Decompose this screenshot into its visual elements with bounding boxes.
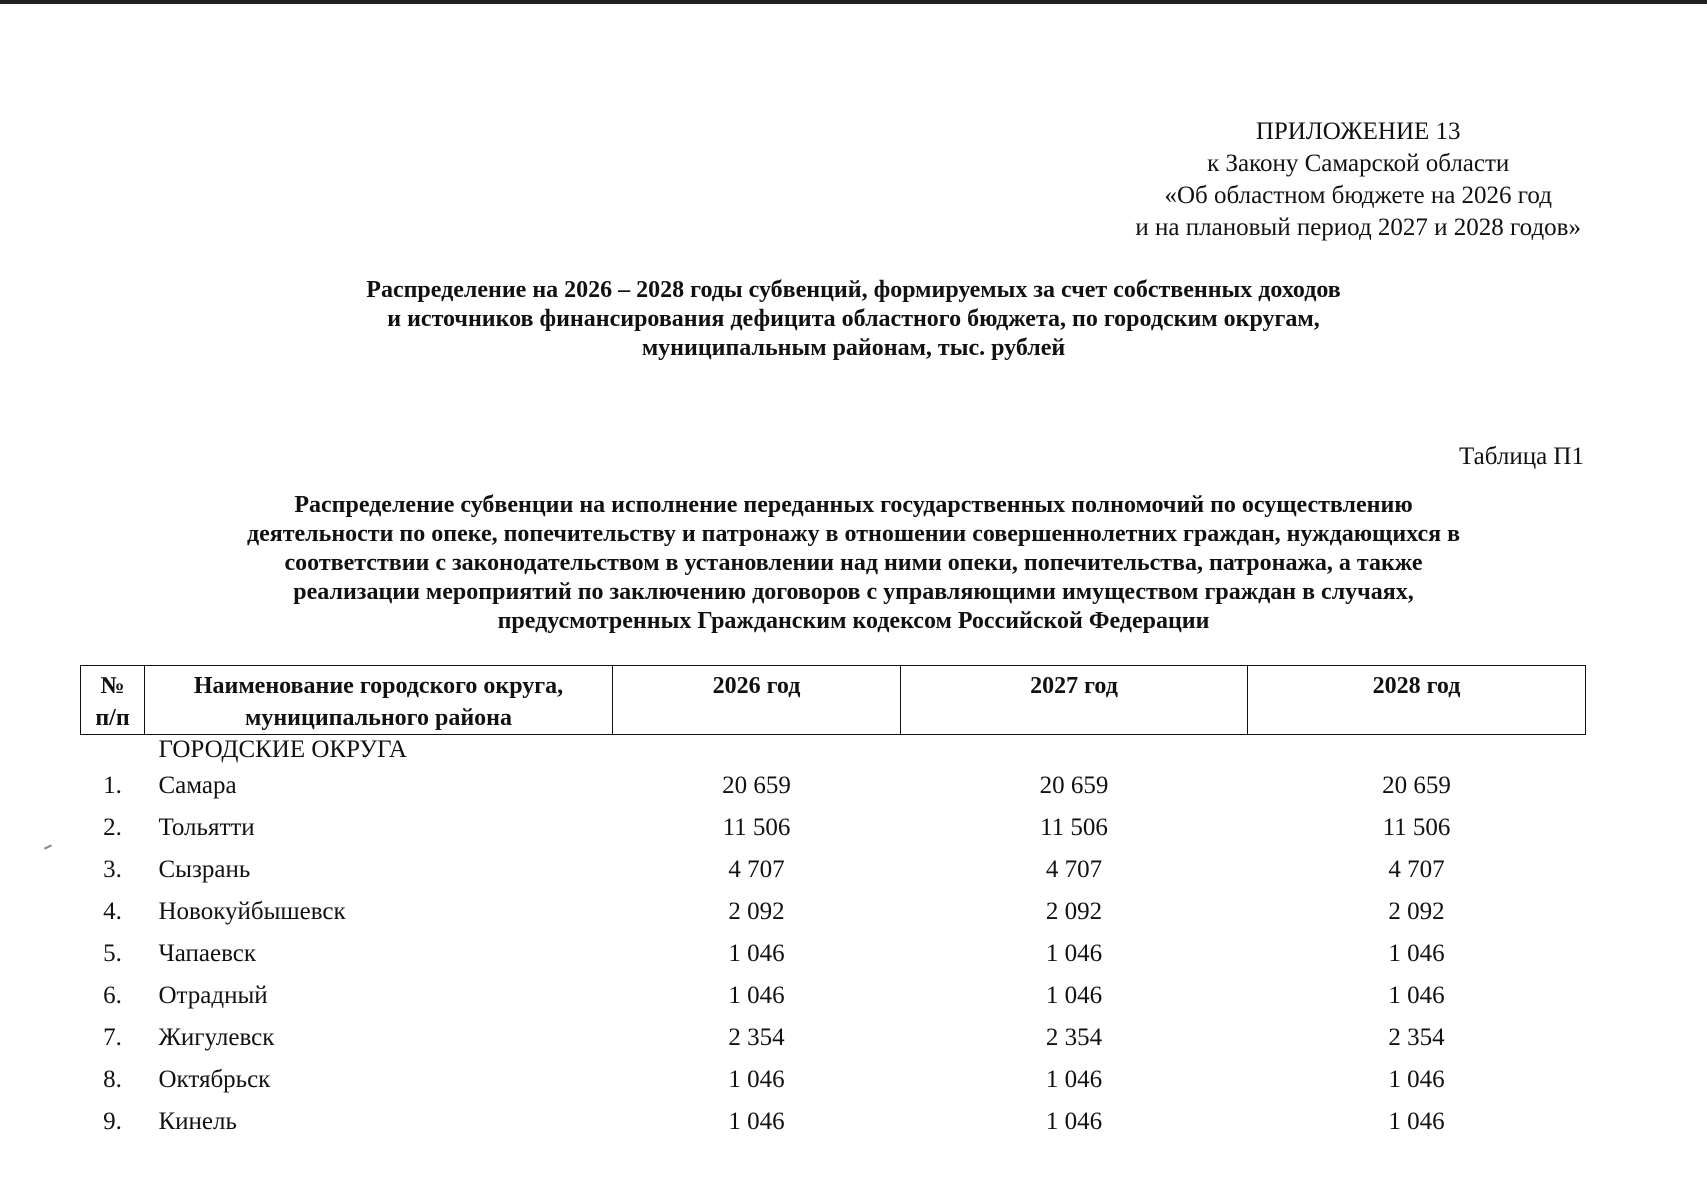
row-name: Жигулевск — [158, 1024, 275, 1051]
row-value-2027: 2 092 — [1045, 898, 1103, 925]
row-value-2028: 4 707 — [1388, 856, 1445, 883]
row-name: Чапаевск — [158, 940, 256, 967]
header-number-symbol: № — [100, 673, 125, 699]
row-name: Кинель — [158, 1108, 237, 1135]
row-value-2028: 1 046 — [1388, 1108, 1445, 1135]
header-name — [145, 666, 613, 735]
header-name-line: Наименование городского округа, — [193, 673, 564, 699]
table-row — [81, 1059, 1586, 1101]
header-2026: 2026 год — [613, 666, 901, 735]
row-value-2026: 2 092 — [728, 898, 785, 925]
row-value-2028: 2 354 — [1388, 1024, 1445, 1051]
main-title — [0, 276, 1707, 363]
table-title-line: Распределение субвенции на исполнение переданных государственных полномочий по осуществлению — [294, 492, 1413, 518]
row-value-2026: 1 046 — [728, 1066, 785, 1093]
header-2028: 2028 год — [1248, 666, 1586, 735]
row-number: 7. — [103, 1024, 122, 1051]
table-title-line: предусмотренных Гражданским кодексом Российской Федерации — [497, 608, 1210, 634]
row-value-2028: 1 046 — [1388, 1066, 1445, 1093]
scan-edge — [0, 0, 1707, 4]
row-value-2026: 1 046 — [728, 982, 785, 1009]
row-number: 4. — [103, 898, 122, 925]
group-empty-cell — [613, 735, 901, 766]
row-value-2027: 1 046 — [1045, 1066, 1103, 1093]
row-number: 1. — [103, 772, 122, 799]
row-value-2027: 20 659 — [1039, 772, 1109, 799]
row-value-2027: 1 046 — [1045, 982, 1103, 1009]
appendix-law-title: «Об областном бюджете на 2026 год — [1164, 182, 1552, 209]
table-row — [81, 1017, 1586, 1059]
row-value-2027: 1 046 — [1045, 1108, 1103, 1135]
table-row — [81, 933, 1586, 975]
table-row — [81, 975, 1586, 1017]
table-label: Таблица П1 — [1459, 443, 1584, 470]
table-row — [81, 891, 1586, 933]
header-number — [81, 666, 145, 735]
table-title-line: деятельности по опеке, попечительству и патронажу в отношении совершеннолетних граждан, нуждающихся в — [246, 521, 1461, 547]
group-row — [81, 735, 1586, 766]
row-value-2027: 4 707 — [1045, 856, 1103, 883]
table-row — [81, 849, 1586, 891]
row-value-2028: 20 659 — [1382, 772, 1451, 799]
table-row — [81, 1101, 1586, 1143]
row-value-2026: 11 506 — [722, 814, 791, 841]
row-value-2028: 1 046 — [1388, 940, 1445, 967]
group-empty-cell — [901, 735, 1248, 766]
row-number: 2. — [103, 814, 122, 841]
row-value-2027: 2 354 — [1045, 1024, 1103, 1051]
group-empty-cell — [1248, 735, 1586, 766]
table-title — [0, 491, 1707, 636]
row-value-2026: 2 354 — [728, 1024, 785, 1051]
row-value-2028: 2 092 — [1388, 898, 1445, 925]
row-number: 9. — [103, 1108, 122, 1135]
row-name: Сызрань — [158, 856, 251, 883]
header-2027: 2027 год — [901, 666, 1248, 735]
row-number: 6. — [103, 982, 122, 1009]
main-title-line: муниципальным районам, тыс. рублей — [641, 335, 1066, 361]
row-number: 5. — [103, 940, 122, 967]
table-row — [81, 765, 1586, 807]
header-number-abbr: п/п — [95, 705, 130, 731]
table-title-line: соответствии с законодательством в установлении над ними опеки, попечительства, патронажа, а также — [284, 550, 1423, 576]
header-name-line: муниципального района — [245, 705, 512, 731]
row-value-2028: 1 046 — [1388, 982, 1445, 1009]
row-name: Октябрьск — [158, 1066, 271, 1093]
row-number: 3. — [103, 856, 122, 883]
table-row — [81, 807, 1586, 849]
main-title-line: и источников финансирования дефицита областного бюджета, по городским округам, — [387, 306, 1320, 332]
scan-speck — [44, 844, 52, 849]
appendix-header — [1135, 116, 1581, 244]
row-number: 8. — [103, 1066, 122, 1093]
row-name: Новокуйбышевск — [158, 898, 346, 925]
subsidy-table — [80, 665, 1586, 1143]
row-value-2028: 11 506 — [1382, 814, 1451, 841]
group-label: ГОРОДСКИЕ ОКРУГА — [158, 736, 407, 763]
appendix-law-period: и на плановый период 2027 и 2028 годов» — [1135, 214, 1581, 241]
row-name: Отрадный — [158, 982, 268, 1009]
group-num-cell — [81, 735, 145, 766]
row-value-2026: 20 659 — [722, 772, 791, 799]
row-value-2026: 1 046 — [728, 1108, 785, 1135]
row-value-2026: 4 707 — [728, 856, 785, 883]
appendix-law-ref: к Закону Самарской области — [1207, 150, 1510, 177]
main-title-line: Распределение на 2026 – 2028 годы субвенций, формируемых за счет собственных доходов — [366, 277, 1341, 303]
row-name: Самара — [158, 772, 237, 799]
table-header-row — [81, 666, 1586, 735]
row-value-2026: 1 046 — [728, 940, 785, 967]
appendix-number: ПРИЛОЖЕНИЕ 13 — [1255, 118, 1461, 145]
row-name: Тольятти — [158, 814, 255, 841]
row-value-2027: 1 046 — [1045, 940, 1103, 967]
row-value-2027: 11 506 — [1040, 814, 1108, 841]
table-title-line: реализации мероприятий по заключению договоров с управляющими имуществом граждан в случаях, — [293, 579, 1414, 605]
